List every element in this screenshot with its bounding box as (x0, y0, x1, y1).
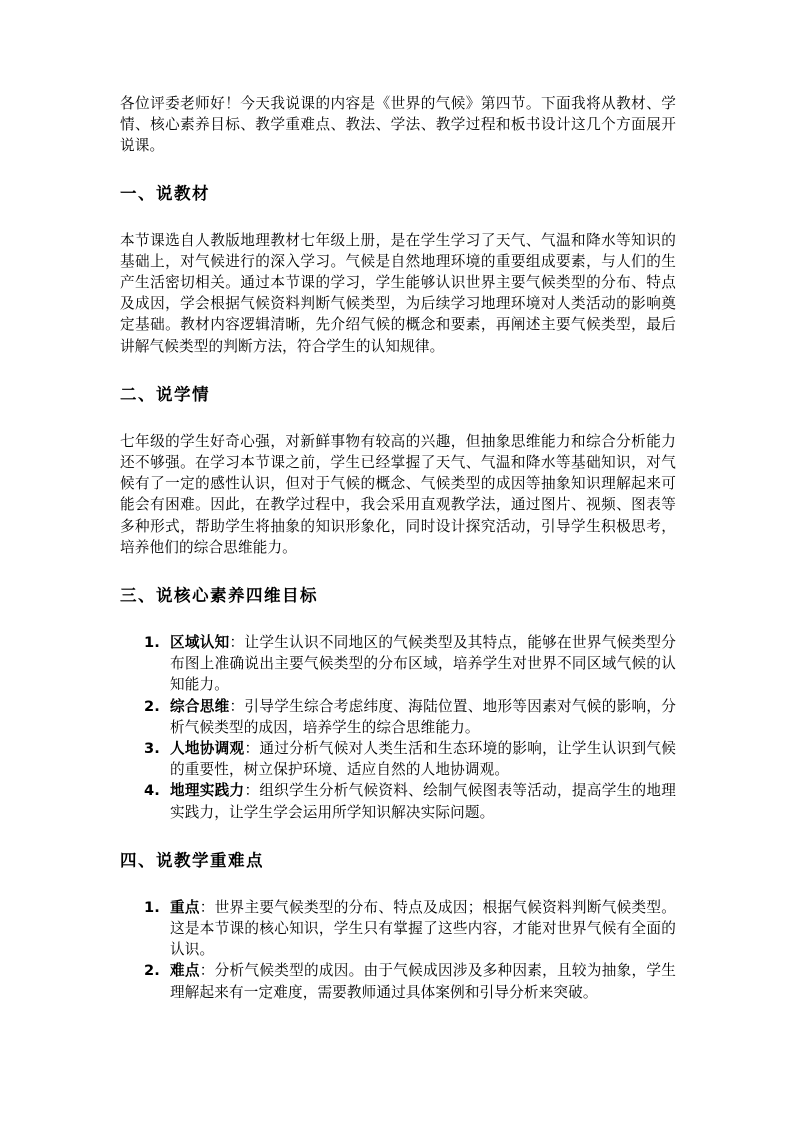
list-item-text: ：世界主要气候类型的分布、特点及成因；根据气候资料判断气候类型。这是本节课的核心知识，学生只有掌握了这些内容，才能对世界气候有全面的认识。 (170, 898, 676, 959)
list-item-number: 4. (144, 782, 160, 800)
list-item-term: 地理实践力 (170, 782, 245, 800)
list-item (120, 696, 676, 738)
intro-paragraph: 各位评委老师好！今天我说课的内容是《世界的气候》第四节。下面我将从教材、学情、核心素养目标、教学重难点、教法、学法、教学过程和板书设计这几个方面展开说课。 (120, 95, 676, 155)
core-literacy-list (120, 632, 676, 823)
list-item-term: 综合思维 (170, 697, 230, 715)
list-item-text: ：通过分析气候对人类生活和生态环境的影响，让学生认识到气候的重要性，树立保护环境、适应自然的人地协调观。 (170, 740, 676, 779)
list-item (120, 632, 676, 696)
section-paragraph-textbook: 本节课选自人教版地理教材七年级上册，是在学生学习了天气、气温和降水等知识的基础上，对气候进行的深入学习。气候是自然地理环境的重要组成要素，与人们的生产生活密切相关。通过本节课的学习，学生能够认识世界主要气候类型的分布、特点及成因，学会根据气候资料判断气候类型，为后续学习地理环境对人类活动的影响奠定基础。教材内容逻辑清晰，先介绍气候的概念和要素，再阐述主要气候类型，最后讲解气候类型的判断方法，符合学生的认知规律。 (120, 231, 676, 355)
list-item (120, 960, 676, 1002)
section-heading-textbook: 一、说教材 (120, 183, 210, 203)
list-item-text: ：分析气候类型的成因。由于气候成因涉及多种因素，且较为抽象，学生理解起来有一定难度，需要教师通过具体案例和引导分析来突破。 (170, 962, 676, 1001)
section-heading-learners: 二、说学情 (120, 384, 210, 404)
key-points-list (120, 897, 676, 1003)
list-item-number: 1. (144, 634, 160, 652)
section-heading-key-points: 四、说教学重难点 (120, 850, 264, 870)
list-item-term: 人地协调观 (170, 740, 245, 758)
list-item-number: 2. (144, 962, 160, 980)
list-item-text: ：让学生认识不同地区的气候类型及其特点，能够在世界气候类型分布图上准确说出主要气候类型的分布区域，培养学生对世界不同区域气候的认知能力。 (170, 634, 676, 694)
list-item-text: ：组织学生分析气候资料、绘制气候图表等活动，提高学生的地理实践力，让学生学会运用所学知识解决实际问题。 (170, 782, 676, 821)
section-heading-core-literacy: 三、说核心素养四维目标 (120, 586, 318, 606)
document-page (120, 93, 676, 1003)
list-item-term: 重点 (170, 898, 200, 916)
list-item-term: 难点 (170, 962, 200, 980)
list-item (120, 897, 676, 961)
list-item-term: 区域认知 (170, 634, 230, 652)
section-paragraph-learners: 七年级的学生好奇心强，对新鲜事物有较高的兴趣，但抽象思维能力和综合分析能力还不够强。在学习本节课之前，学生已经掌握了天气、气温和降水等基础知识，对气候有了一定的感性认识，但对于气候的概念、气候类型的成因等抽象知识理解起来可能会有困难。因此，在教学过程中，我会采用直观教学法，通过图片、视频、图表等多种形式，帮助学生将抽象的知识形象化，同时设计探究活动，引导学生积极思考，培养他们的综合思维能力。 (120, 432, 676, 556)
list-item (120, 780, 676, 822)
list-item (120, 738, 676, 780)
list-item-number: 3. (144, 740, 160, 758)
list-item-text: ：引导学生综合考虑纬度、海陆位置、地形等因素对气候的影响，分析气候类型的成因，培养学生的综合思维能力。 (170, 697, 676, 736)
list-item-number: 2. (144, 697, 160, 715)
list-item-number: 1. (144, 898, 160, 916)
